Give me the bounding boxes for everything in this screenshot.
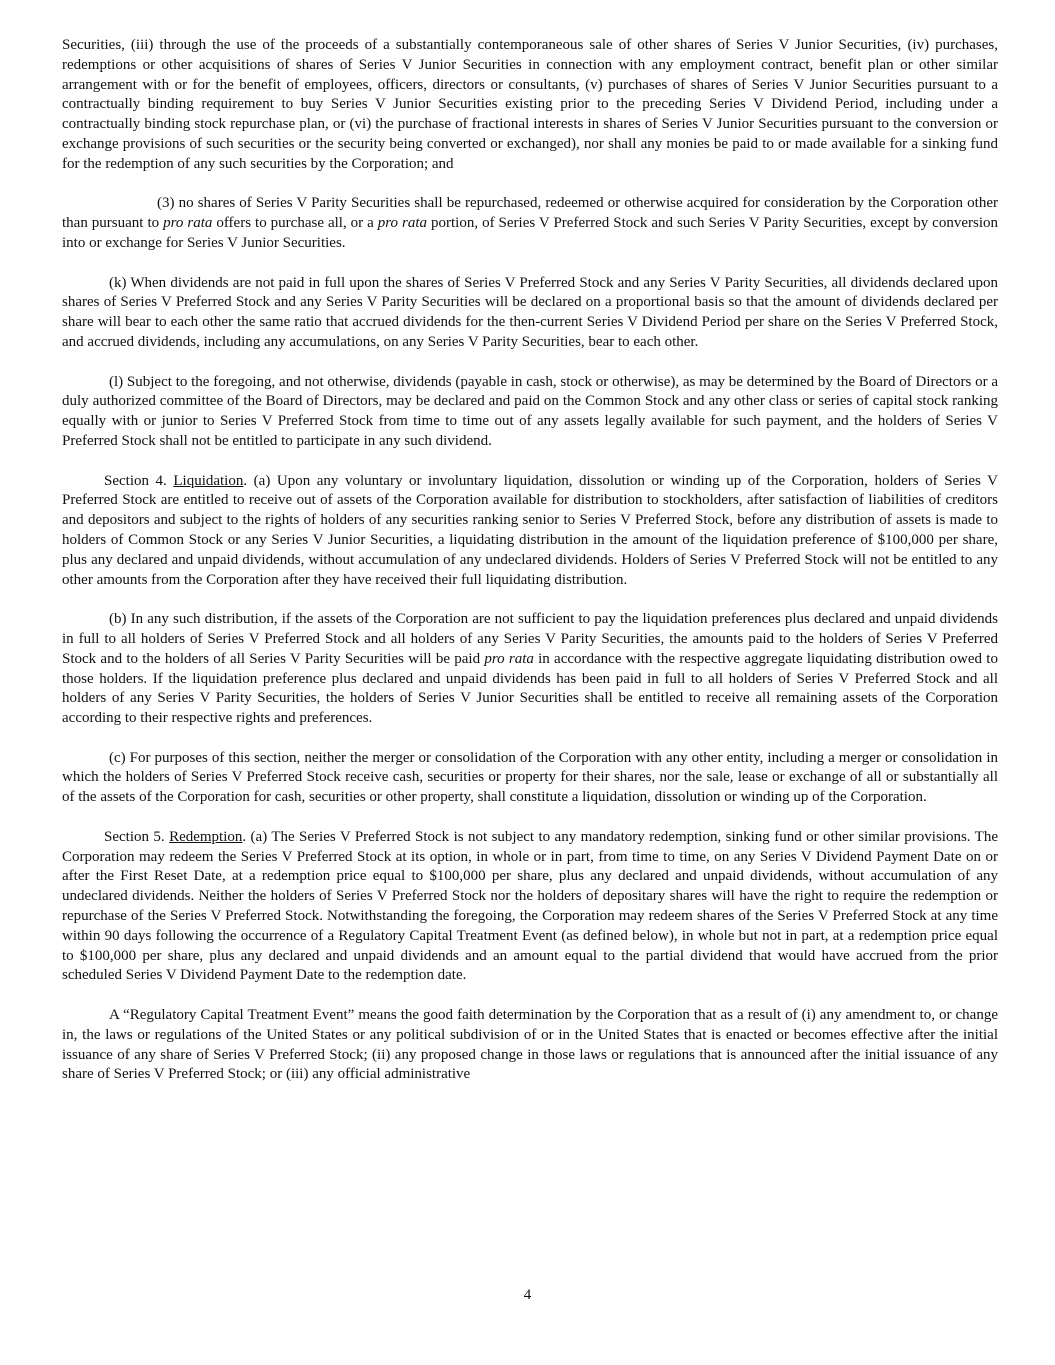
section-5-body: . (a) The Series V Preferred Stock is not subject to any mandatory redemption, sinking fund or other similar provisions. The Corporation may redeem the Series V Preferred Stock at its option, in whole or in part, from time to time, on any Series V Dividend Payment Date on or after the First Reset Date, at a redemption price equal to $100,000 per share, plus any declared and unpaid dividends, without accumulation of any undeclared dividends. Neither the holders of Series V Preferred Stock nor the holders of depositary shares will have the right to require the redemption or repurchase of the Series V Preferred Stock. Notwithstanding the foregoing, the Corporation may redeem shares of the Series V Preferred Stock at any time within 90 days following the occurrence of a Regulatory Capital Treatment Event (as defined below), in whole but not in part, at a redemption price equal to $100,000 per share, plus any declared and unpaid dividends and an amount equal to the partial dividend that would have accrued from the prior scheduled Series V Dividend Payment Date to the redemption date. (62, 828, 999, 984)
clause-3-text-c: portion, of Series V Preferred Stock and such Series V Parity Securities, except by conversion into or exchange for Series V Junior Securities. (62, 215, 998, 251)
section-4-heading: Liquidation (173, 472, 244, 489)
paragraph-clause-3 (62, 194, 998, 253)
paragraph-continuation: Securities, (iii) through the use of the proceeds of a substantially contemporaneous sale of other shares of Series V Junior Securities, (iv) purchases, redemptions or other acquisitions of shares of Series V Junior Securities in connection with any employment contract, benefit plan or other similar arrangement with or for the benefit of employees, officers, directors or consultants, (v) purchases of shares of Series V Junior Securities pursuant to a contractually binding requirement to buy Series V Junior Securities existing prior to the preceding Series V Dividend Period, including under a contractually binding stock repurchase plan, or (vi) the purchase of fractional interests in shares of Series V Junior Securities pursuant to the conversion or exchange provisions of such securities or the security being converted or exchanged), nor shall any monies be paid to or made available for a sinking fund for the redemption of any such securities by the Corporation; and (62, 37, 998, 172)
section-4-body: . (a) Upon any voluntary or involuntary liquidation, dissolution or winding up of the Corporation, holders of Series V Preferred Stock are entitled to receive out of assets of the Corporation available for distribution to stockholders, after satisfaction of liabilities of creditors and depositors and subject to the rights of holders of any securities ranking senior to Series V Preferred Stock, before any distribution of assets is made to holders of Common Stock or any Series V Junior Securities, a liquidating distribution in the amount of the liquidation preference of $100,000 per share, plus any declared and unpaid dividends, without accumulation of any undeclared dividends. Holders of Series V Preferred Stock will not be entitled to any other amounts from the Corporation after they have received their full liquidating distribution. (62, 472, 998, 588)
clause-3-text-b: offers to purchase all, or a (212, 215, 378, 232)
paragraph-b-text-a: (b) In any such distribution, if the assets of the Corporation are not sufficient to pay the liquidation preferences plus declared and unpaid dividends in full to all holders of Series V Preferred Stock and all holders of any Series V Parity Securities, the amounts paid to the holders of Series V Preferred Stock and to the holders of all Series V Parity Securities will be paid (62, 611, 998, 667)
page-number: 4 (523, 1287, 532, 1303)
paragraph-b-text-b: in accordance with the respective aggregate liquidating distribution owed to those holders. If the liquidation preference plus declared and unpaid dividends has been paid in full to all holders of Series V Preferred Stock and all holders of any Series V Parity Securities, the holders of Series V Junior Securities shall be entitled to receive all remaining assets of the Corporation according to their respective rights and preferences. (62, 650, 998, 727)
clause-3-text-a: (3) no shares of Series V Parity Securities shall be repurchased, redeemed or otherwise acquired for consideration by the Corporation other than pursuant to (62, 195, 998, 232)
paragraph-regulatory-definition: A “Regulatory Capital Treatment Event” means the good faith determination by the Corporation that as a result of (i) any amendment to, or change in, the laws or regulations of the United States or any political subdivision of or in the United States that is enacted or becomes effective after the initial issuance of any share of Series V Preferred Stock; (ii) any proposed change in those laws or regulations that is announced after the initial issuance of any share of Series V Preferred Stock; or (iii) any official administrative (62, 1007, 998, 1083)
section-5-prefix: Section 5. (104, 828, 170, 845)
paragraph-l: (l) Subject to the foregoing, and not otherwise, dividends (payable in cash, stock or otherwise), as may be determined by the Board of Directors or a duly authorized committee of the Board of Directors, may be declared and paid on the Common Stock and any other class or series of capital stock ranking equally with or junior to Series V Preferred Stock from time to time out of any assets legally available for such payment, and the holders of Series V Preferred Stock shall not be entitled to participate in any such dividend. (62, 373, 998, 449)
paragraph-section-4 (62, 472, 998, 591)
paragraph-k: (k) When dividends are not paid in full upon the shares of Series V Preferred Stock and any Series V Parity Securities, all dividends declared upon shares of Series V Preferred Stock and any Series V Parity Securities will be declared on a proportional basis so that the amount of dividends declared per share will bear to each other the same ratio that accrued dividends for the then-current Series V Dividend Period per share on the Series V Preferred Stock, and accrued dividends, including any accumulations, on any Series V Parity Securities, bear to each other. (62, 274, 998, 350)
section-5-heading: Redemption (169, 828, 243, 845)
paragraph-b-italic: pro rata (484, 650, 534, 667)
clause-3-italic-2: pro rata (377, 215, 428, 232)
paragraph-section-5 (62, 828, 998, 986)
paragraph-c: (c) For purposes of this section, neither the merger or consolidation of the Corporation with any other entity, including a merger or consolidation in which the holders of Series V Preferred Stock receive cash, securities or property for their shares, nor the sale, lease or exchange of all or substantially all of the assets of the Corporation for cash, securities or other property, shall constitute a liquidation, dissolution or winding up of the Corporation. (62, 749, 998, 806)
clause-3-italic-1: pro rata (163, 215, 213, 232)
document-body (62, 36, 998, 1105)
section-4-prefix: Section 4. (104, 472, 174, 489)
paragraph-b (62, 610, 998, 729)
